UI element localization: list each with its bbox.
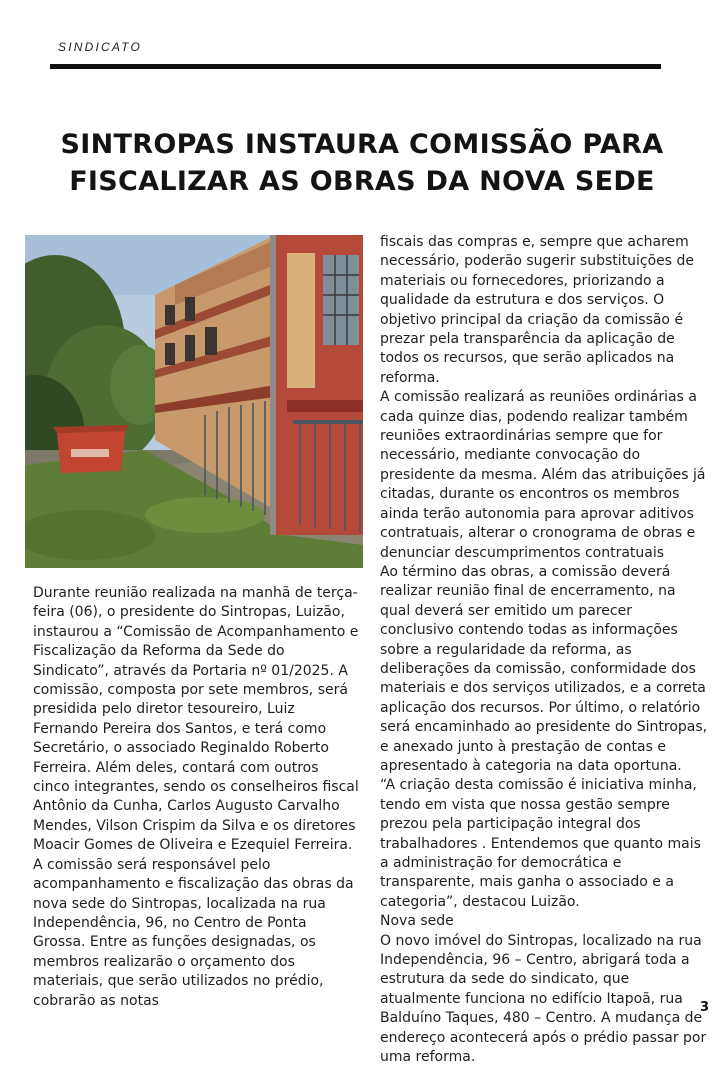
- header-rule: [50, 64, 661, 69]
- paragraph: Ao término das obras, a comissão deverá realizar reunião final de encerramento, na qual deverá ser emitido um parecer conclusivo contendo todas as informações sobre a regularidade da reforma, as deliberações da comissão, conformidade dos materiais e dos serviços utilizados, e a correta aplicação dos recursos. Por último, o relatório será encaminhado ao presidente do Sintropas, e anexado junto à prestação de contas e apresentado à categoria na data oportuna.: [380, 563, 708, 774]
- article-right-column: [380, 233, 710, 1067]
- paragraph: “A criação desta comissão é iniciativa minha, tendo em vista que nossa gestão sempre prezou pela participação integral dos trabalhadores . Entendemos que quanto mais a administração for democrática e transparente, mais ganha o associado e a categoria”, destacou Luizão.: [380, 777, 701, 910]
- page-number: 3: [699, 1000, 709, 1015]
- building-photo-icon: [25, 235, 363, 568]
- paragraph: A comissão realizará as reuniões ordinárias a cada quinze dias, podendo realizar também reuniões extraordinárias sempre que for necessário, mediante convocação do presidente da mesma. Além das atribuições já citadas, durante os encontros os membros ainda terão autonomia para aprovar aditivos contratuais, alterar o cronograma de obras e denunciar descumprimentos contratuais: [380, 389, 706, 561]
- article-photo: [25, 235, 363, 568]
- paragraph: A comissão será responsável pelo acompanhamento e fiscalização das obras da nova sede do Sintropas, localizada na rua Independência, 96, no Centro de Ponta Grossa. Entre as funções designadas, os membros realizarão o orçamento dos materiais, que serão utilizados no prédio, cobrarão as notas: [33, 856, 354, 1009]
- section-label: SINDICATO: [58, 40, 143, 54]
- article-left-column: [33, 584, 359, 1011]
- article-headline: [20, 126, 704, 200]
- headline-line-1: SINTROPAS INSTAURA COMISSÃO PARA: [60, 129, 664, 160]
- paragraph: O novo imóvel do Sintropas, localizado na rua Independência, 96 – Centro, abrigará toda a estrutura da sede do sindicato, que atualmente funciona no edifício Itapoã, rua Balduíno Taques, 480 – Centro. A mudança de endereço acontecerá após o prédio passar por uma reforma.: [380, 932, 707, 1066]
- subheading: Nova sede: [380, 913, 454, 930]
- paragraph: Durante reunião realizada na manhã de terça-feira (06), o presidente do Sintropas, Luizão, instaurou a “Comissão de Acompanhamento e Fiscalização da Reforma da Sede do Sindicato”, através da Portaria nº 01/2025. A comissão, composta por sete membros, será presidida pelo diretor tesoureiro, Luiz Fernando Pereira dos Santos, e terá como Secretário, o associado Reginaldo Roberto Ferreira. Além deles, contará com outros cinco integrantes, sendo os conselheiros fiscal Antônio da Cunha, Carlos Augusto Carvalho Mendes, Vilson Crispim da Silva e os diretores Moacir Gomes de Oliveira e Ezequiel Ferreira.: [33, 585, 359, 854]
- paragraph: fiscais das compras e, sempre que acharem necessário, poderão sugerir substituições de materiais ou fornecedores, priorizando a qualidade da estrutura e dos serviços. O objetivo principal da criação da comissão é prezar pela transparência da aplicação de todos os recursos, que serão aplicados na reforma.: [380, 234, 694, 386]
- headline-line-2: FISCALIZAR AS OBRAS DA NOVA SEDE: [69, 166, 655, 197]
